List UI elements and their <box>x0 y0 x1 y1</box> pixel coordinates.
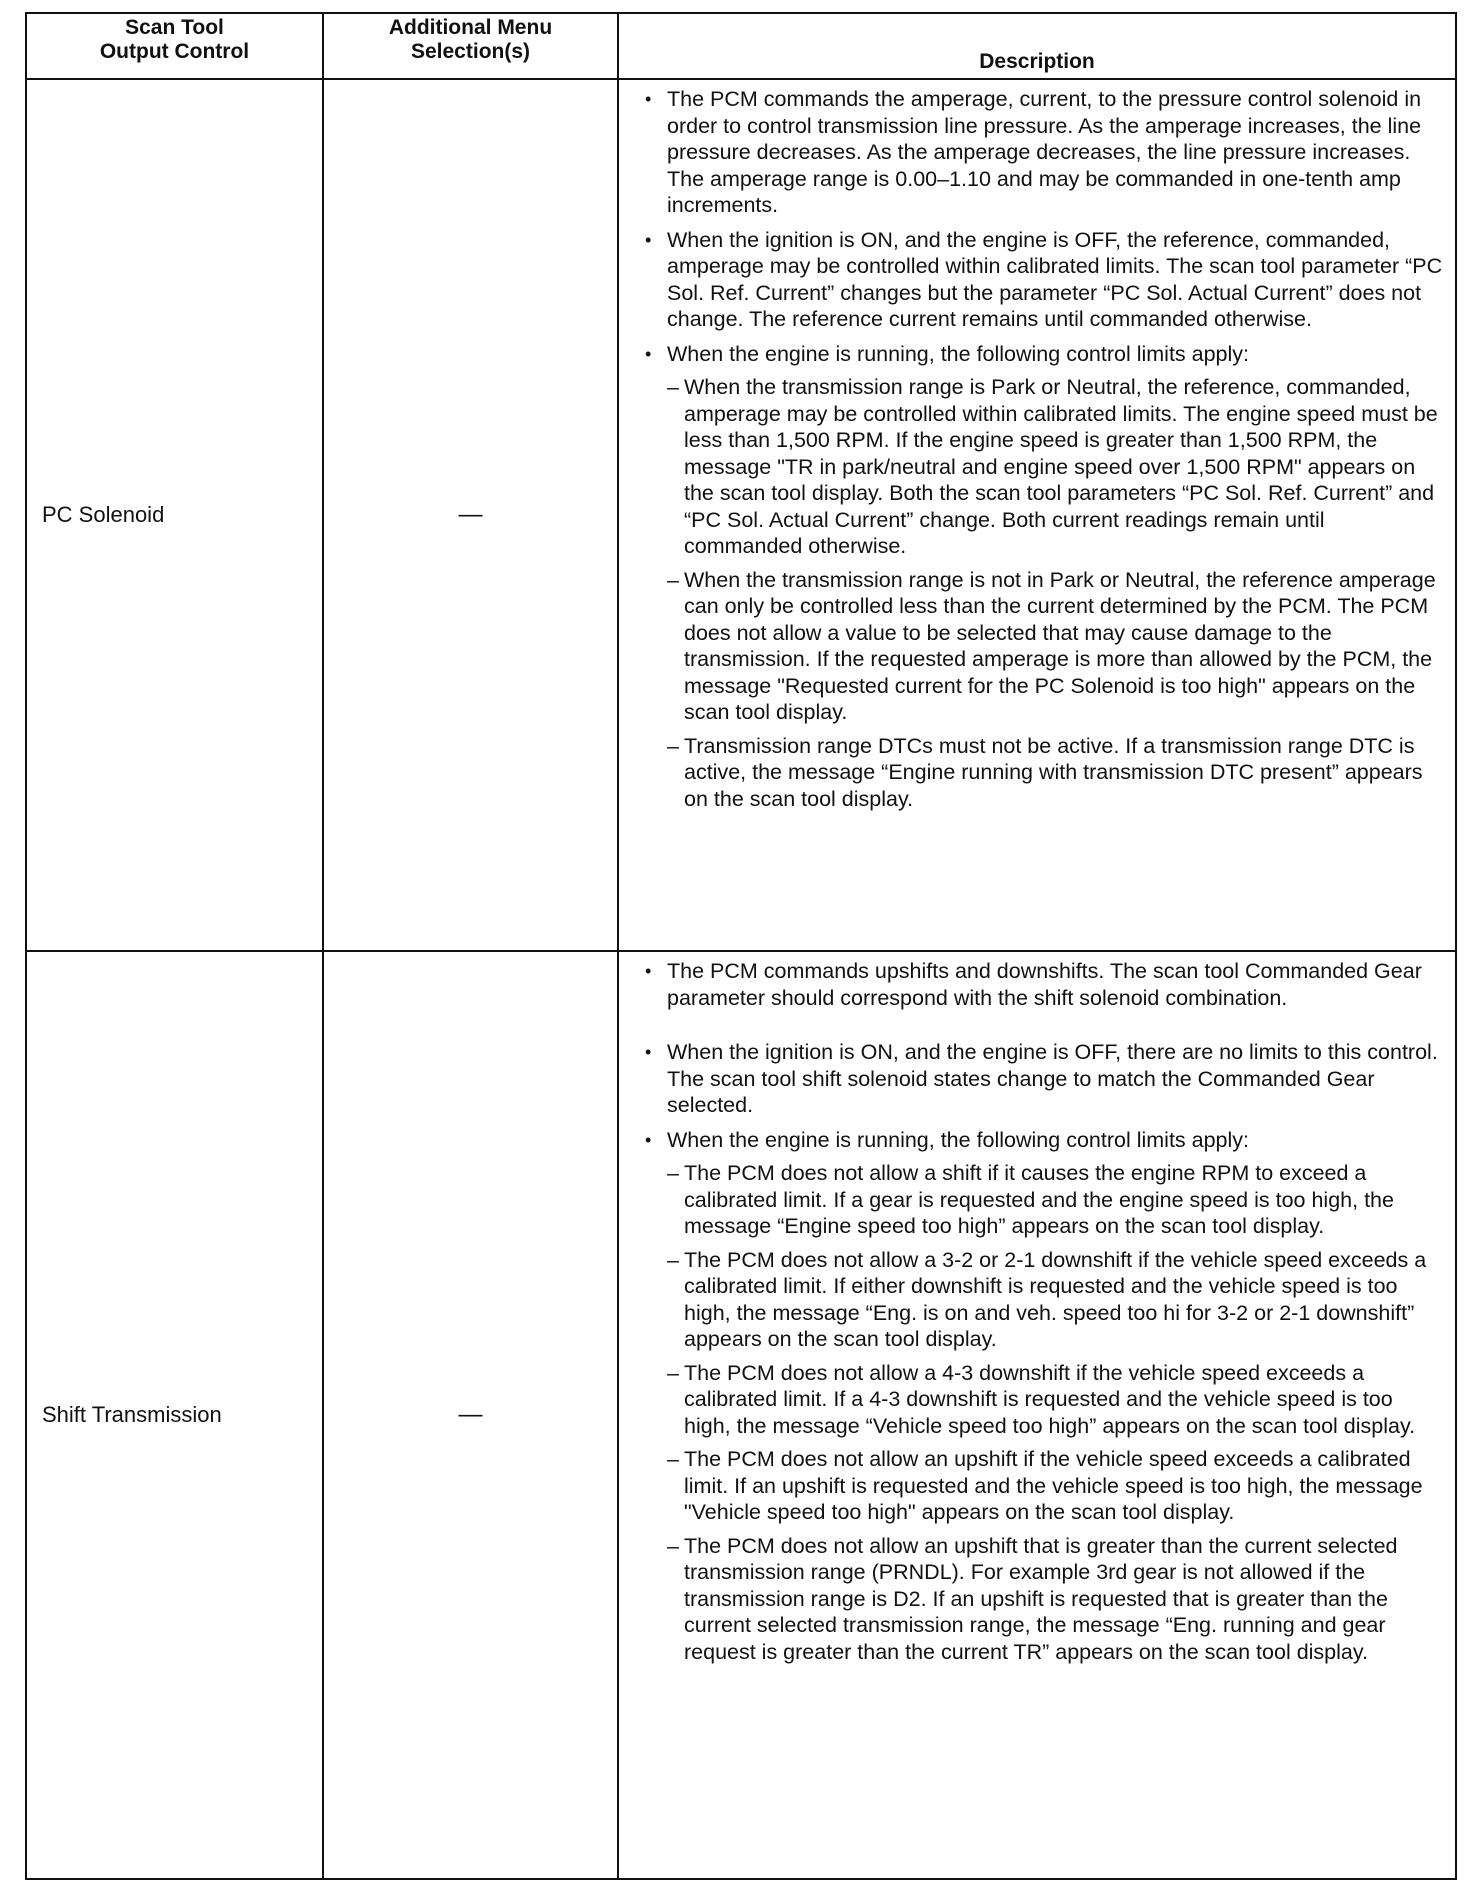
table-header-row <box>26 13 1456 79</box>
table-row-pc-solenoid <box>26 79 1456 951</box>
sub-item: – The PCM does not allow an upshift if the vehicle speed exceeds a calibrated limit. If an upshift is requested and the vehicle speed is too high, the message "Vehicle speed too high" appears on the scan tool display. <box>667 1446 1445 1526</box>
table-row-shift-transmission <box>26 951 1456 1879</box>
description-cell <box>618 951 1456 1879</box>
menu-selection-cell: — <box>323 79 618 951</box>
output-control-cell: PC Solenoid <box>26 79 323 951</box>
bullet-item: • The PCM commands the amperage, current, to the pressure control solenoid in order to control transmission line pressure. As the amperage increases, the line pressure decreases. As the amperage decreases, the line pressure increases. The amperage range is 0.00–1.10 and may be commanded in one-tenth amp increments. <box>635 86 1445 219</box>
bullet-item: • When the engine is running, the following control limits apply: – When the transmission range is Park or Neutral, the reference, commanded, amperage may be controlled within calibrated limits. The engine speed must be less than 1,500 RPM. If the engine speed is greater than 1,500 RPM, the message "TR in park/neutral and engine speed over 1,500 RPM" appears on the scan tool display. Both the scan tool parameters “PC Sol. Ref. Current” and “PC Sol. Actual Current” change. Both current readings remain until commanded otherwise. – When the transmission range is not in Park or Neutral, the reference amperage can only be controlled less than the current determined by the PCM. The PCM does not allow a value to be selected that may cause damage to the transmission. If the requested amperage is more than allowed by the PCM, the message "Requested current for the PC Solenoid is too high" appears on the scan tool display. – Transmission range DTCs must not be active. If a transmission range DTC is active, the message “Engine running with transmission DTC present” appears on the scan tool display. <box>635 341 1445 813</box>
document-page <box>25 12 1455 1880</box>
description-cell <box>618 79 1456 951</box>
header-scan-tool-output-control: Scan Tool Output Control <box>26 13 323 79</box>
bullet-item: • The PCM commands upshifts and downshifts. The scan tool Commanded Gear parameter should correspond with the shift solenoid combination. <box>635 958 1445 1011</box>
bullet-item: • When the engine is running, the following control limits apply: – The PCM does not allow a shift if it causes the engine RPM to exceed a calibrated limit. If a gear is requested and the engine speed is too high, the message “Engine speed too high” appears on the scan tool display. – The PCM does not allow a 3-2 or 2-1 downshift if the vehicle speed exceeds a calibrated limit. If either downshift is requested and the vehicle speed is too high, the message “Eng. is on and veh. speed too hi for 3-2 or 2-1 downshift” appears on the scan tool display. – The PCM does not allow a 4-3 downshift if the vehicle speed exceeds a calibrated limit. If a 4-3 downshift is requested and the vehicle speed is too high, the message “Vehicle speed too high” appears on the scan tool display. – The PCM does not allow an upshift if the vehicle speed exceeds a calibrated limit. If an upshift is requested and the vehicle speed is too high, the message "Vehicle speed too high" appears on the scan tool display. – The PCM does not allow an upshift that is greater than the current selected transmission range (PRNDL). For example 3rd gear is not allowed if the transmission range is D2. If an upshift is requested that is greater than the current selected transmission range, the message “Eng. running and gear request is greater than the current TR” appears on the scan tool display. <box>635 1127 1445 1666</box>
sub-item: – Transmission range DTCs must not be active. If a transmission range DTC is active, the message “Engine running with transmission DTC present” appears on the scan tool display. <box>667 733 1445 813</box>
sub-item: – When the transmission range is Park or Neutral, the reference, commanded, amperage may be controlled within calibrated limits. The engine speed must be less than 1,500 RPM. If the engine speed is greater than 1,500 RPM, the message "TR in park/neutral and engine speed over 1,500 RPM" appears on the scan tool display. Both the scan tool parameters “PC Sol. Ref. Current” and “PC Sol. Actual Current” change. Both current readings remain until commanded otherwise. <box>667 374 1445 560</box>
menu-selection-cell: — <box>323 951 618 1879</box>
scan-tool-output-controls-table <box>25 12 1457 1880</box>
header-additional-menu-selections: Additional Menu Selection(s) <box>323 13 618 79</box>
sub-list <box>667 1160 1445 1665</box>
bullet-list <box>635 86 1445 812</box>
bullet-item: • When the ignition is ON, and the engine is OFF, there are no limits to this control. The scan tool shift solenoid states change to match the Commanded Gear selected. <box>635 1039 1445 1119</box>
sub-item: – When the transmission range is not in Park or Neutral, the reference amperage can only be controlled less than the current determined by the PCM. The PCM does not allow a value to be selected that may cause damage to the transmission. If the requested amperage is more than allowed by the PCM, the message "Requested current for the PC Solenoid is too high" appears on the scan tool display. <box>667 567 1445 726</box>
output-control-cell: Shift Transmission <box>26 951 323 1879</box>
sub-list <box>667 374 1445 812</box>
header-description: Description <box>618 13 1456 79</box>
bullet-list <box>635 958 1445 1665</box>
sub-item: – The PCM does not allow a 4-3 downshift if the vehicle speed exceeds a calibrated limit. If a 4-3 downshift is requested and the vehicle speed is too high, the message “Vehicle speed too high” appears on the scan tool display. <box>667 1360 1445 1440</box>
bullet-item: • When the ignition is ON, and the engine is OFF, the reference, commanded, amperage may be controlled within calibrated limits. The scan tool parameter “PC Sol. Ref. Current” changes but the parameter “PC Sol. Actual Current” does not change. The reference current remains until commanded otherwise. <box>635 227 1445 333</box>
sub-item: – The PCM does not allow an upshift that is greater than the current selected transmission range (PRNDL). For example 3rd gear is not allowed if the transmission range is D2. If an upshift is requested that is greater than the current selected transmission range, the message “Eng. running and gear request is greater than the current TR” appears on the scan tool display. <box>667 1533 1445 1666</box>
sub-item: – The PCM does not allow a shift if it causes the engine RPM to exceed a calibrated limit. If a gear is requested and the engine speed is too high, the message “Engine speed too high” appears on the scan tool display. <box>667 1160 1445 1240</box>
sub-item: – The PCM does not allow a 3-2 or 2-1 downshift if the vehicle speed exceeds a calibrated limit. If either downshift is requested and the vehicle speed is too high, the message “Eng. is on and veh. speed too hi for 3-2 or 2-1 downshift” appears on the scan tool display. <box>667 1247 1445 1353</box>
